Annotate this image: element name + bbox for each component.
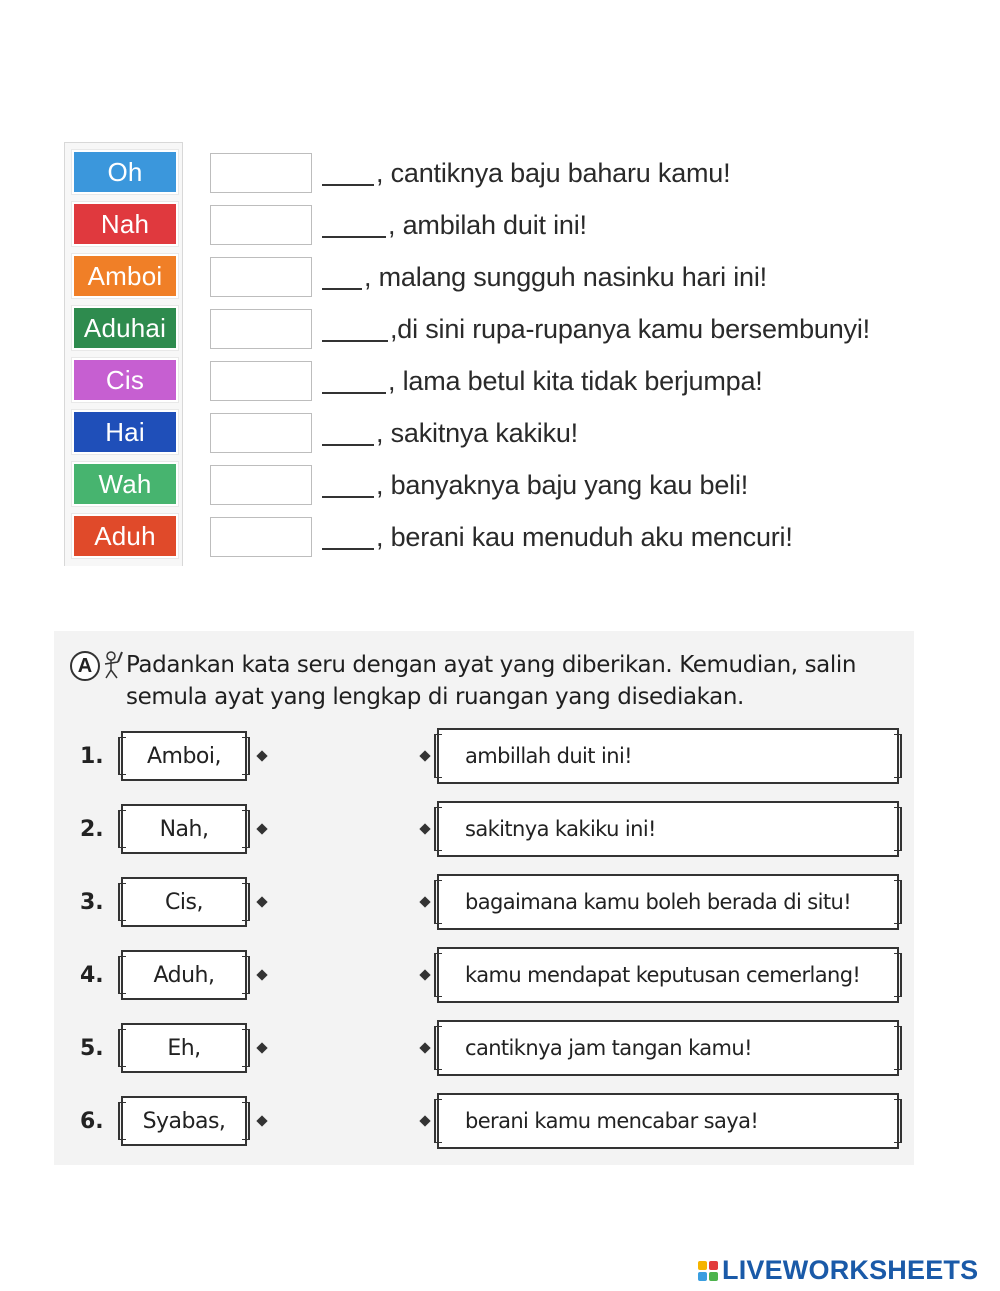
pencil-figure-icon: [102, 648, 124, 682]
word-aduh-button[interactable]: Aduh: [72, 514, 178, 558]
sentence-4: [322, 307, 870, 351]
item-number: 5.: [80, 1036, 104, 1061]
left-word-box-4: Aduh,: [121, 950, 247, 1000]
right-sentence-box-6: berani kamu mencabar saya!: [437, 1093, 899, 1149]
instruction-line-1: Padankan kata seru dengan ayat yang diberikan. Kemudian, salin: [126, 652, 857, 678]
answer-drop-box-6[interactable]: [210, 413, 312, 453]
right-sentence-box-1: ambillah duit ini!: [437, 728, 899, 784]
blank-line: [322, 495, 374, 498]
sentence-text: ,di sini rupa-rupanya kamu bersembunyi!: [390, 313, 870, 344]
blank-line: [322, 287, 362, 290]
answer-drop-box-8[interactable]: [210, 517, 312, 557]
sentence-1: [322, 151, 730, 195]
instruction-line-2: semula ayat yang lengkap di ruangan yang disediakan.: [126, 684, 744, 710]
sentence-text: , malang sungguh nasinku hari ini!: [364, 261, 767, 292]
sentence-text: , sakitnya kakiku!: [376, 417, 578, 448]
word-oh-button[interactable]: Oh: [72, 150, 178, 194]
left-word-box-5: Eh,: [121, 1023, 247, 1073]
blank-line: [322, 443, 374, 446]
answer-drop-box-4[interactable]: [210, 309, 312, 349]
word-cis-button[interactable]: Cis: [72, 358, 178, 402]
sentence-7: [322, 463, 748, 507]
item-number: 4.: [80, 963, 104, 988]
left-word-box-6: Syabas,: [121, 1096, 247, 1146]
sentence-text: , cantiknya baju baharu kamu!: [376, 157, 731, 188]
sentence-8: [322, 515, 793, 559]
word-hai-button[interactable]: Hai: [72, 410, 178, 454]
right-sentence-box-3: bagaimana kamu boleh berada di situ!: [437, 874, 899, 930]
word-wah-button[interactable]: Wah: [72, 462, 178, 506]
item-number: 1.: [80, 744, 104, 769]
word-amboi-button[interactable]: Amboi: [72, 254, 178, 298]
liveworksheets-logo-icon: [698, 1261, 718, 1281]
blank-line: [322, 391, 386, 394]
sentence-text: , berani kau menuduh aku mencuri!: [376, 521, 793, 552]
left-word-box-1: Amboi,: [121, 731, 247, 781]
left-word-box-3: Cis,: [121, 877, 247, 927]
blank-line: [322, 235, 386, 238]
left-word-box-2: Nah,: [121, 804, 247, 854]
sentence-2: [322, 203, 587, 247]
section-badge: A: [70, 651, 100, 681]
item-number: 3.: [80, 890, 104, 915]
liveworksheets-logo-text: LIVEWORKSHEETS: [722, 1255, 979, 1285]
liveworksheets-logo[interactable]: [698, 1255, 978, 1286]
sentence-6: [322, 411, 578, 455]
answer-drop-box-1[interactable]: [210, 153, 312, 193]
sentence-3: [322, 255, 767, 299]
right-sentence-box-4: kamu mendapat keputusan cemerlang!: [437, 947, 899, 1003]
item-number: 6.: [80, 1109, 104, 1134]
answer-drop-box-5[interactable]: [210, 361, 312, 401]
word-aduhai-button[interactable]: Aduhai: [72, 306, 178, 350]
answer-drop-box-7[interactable]: [210, 465, 312, 505]
right-sentence-box-2: sakitnya kakiku ini!: [437, 801, 899, 857]
answer-drop-box-2[interactable]: [210, 205, 312, 245]
item-number: 2.: [80, 817, 104, 842]
right-sentence-box-5: cantiknya jam tangan kamu!: [437, 1020, 899, 1076]
blank-line: [322, 339, 388, 342]
word-nah-button[interactable]: Nah: [72, 202, 178, 246]
sentence-text: , banyaknya baju yang kau beli!: [376, 469, 749, 500]
sentence-text: , lama betul kita tidak berjumpa!: [388, 365, 763, 396]
blank-line: [322, 183, 374, 186]
sentence-5: [322, 359, 763, 403]
sentence-text: , ambilah duit ini!: [388, 209, 587, 240]
blank-line: [322, 547, 374, 550]
answer-drop-box-3[interactable]: [210, 257, 312, 297]
